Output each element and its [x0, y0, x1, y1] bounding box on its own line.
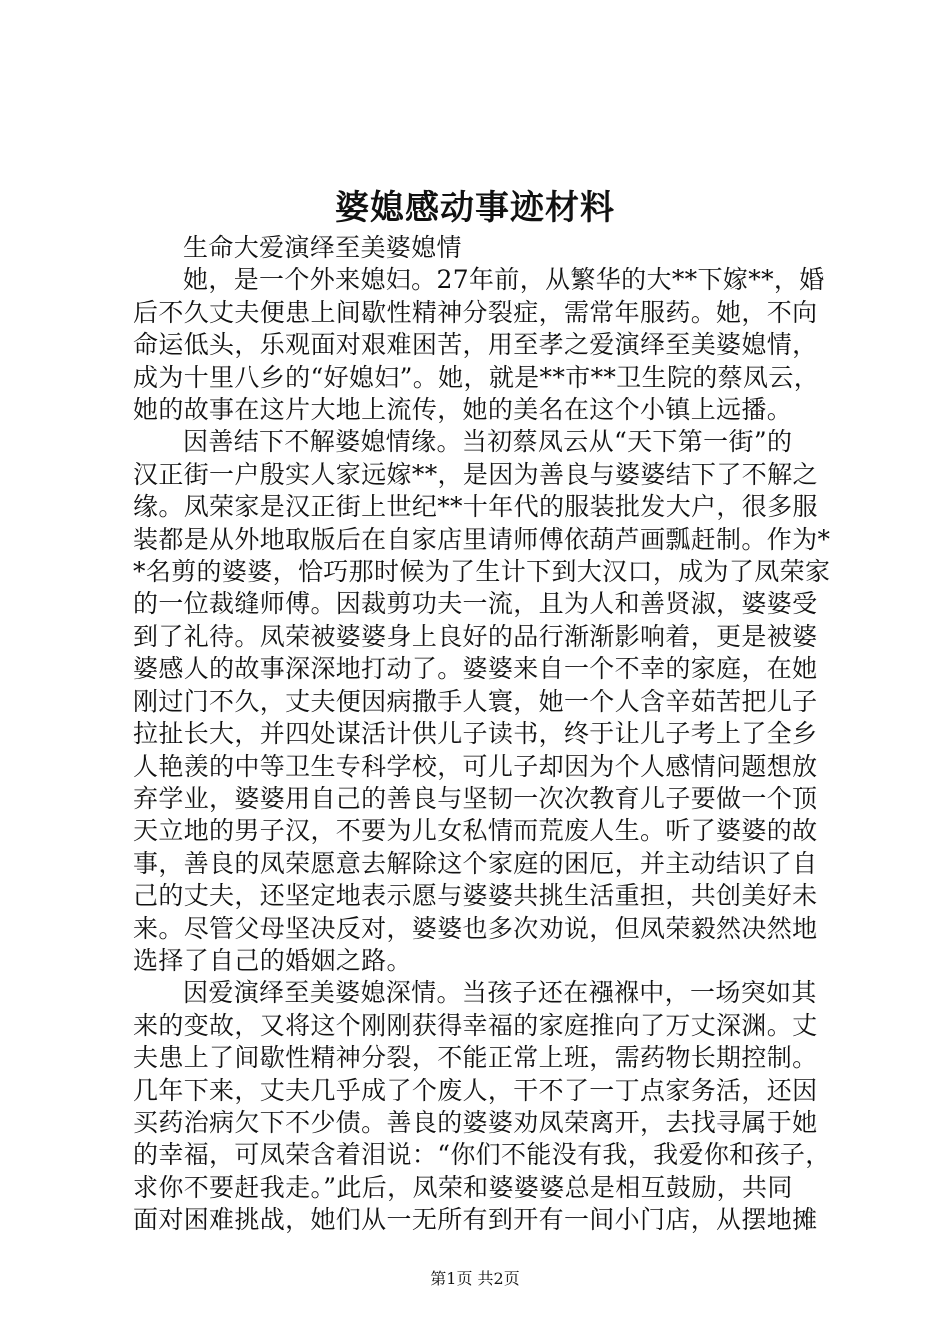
paragraph-line: 成为十里八乡的“好媳妇”。她，就是**市**卫生院的蔡凤云，	[133, 362, 820, 392]
paragraph-line: 命运低头，乐观面对艰难困苦，用至孝之爱演绎至美婆媳情，	[133, 330, 818, 360]
paragraph-line: 弃学业，婆婆用自己的善良与坚韧一次次教育儿子要做一个顶	[133, 783, 818, 813]
paragraph-line: 到了礼待。凤荣被婆婆身上良好的品行渐渐影响着，更是被婆	[133, 621, 818, 651]
paragraph-line: 求你不要赶我走。”此后，凤荣和婆婆婆总是相互鼓励，共同	[133, 1172, 793, 1202]
page-number-footer: 第1页 共2页	[430, 1269, 520, 1288]
paragraph-line: 后不久丈夫便患上间歇性精神分裂症，需常年服药。她，不向	[133, 297, 818, 327]
paragraph-line: 汉正街一户殷实人家远嫁**，是因为善良与婆婆结下了不解之	[133, 459, 818, 489]
paragraph-line: *名剪的婆婆，恰巧那时候为了生计下到大汉口，成为了凤荣家	[133, 557, 831, 587]
paragraph-line: 的幸福，可凤荣含着泪说：“你们不能没有我，我爱你和孩子，	[133, 1140, 831, 1170]
paragraph-line: 她的故事在这片大地上流传，她的美名在这个小镇上远播。	[133, 395, 793, 425]
paragraph-line: 己的丈夫，还坚定地表示愿与婆婆共挑生活重担，共创美好未	[133, 881, 818, 911]
paragraph-line: 装都是从外地取版后在自家店里请师傅依葫芦画瓢赶制。作为*	[133, 524, 831, 554]
paragraph-line: 刚过门不久，丈夫便因病撒手人寰，她一个人含辛茹苦把儿子	[133, 686, 818, 716]
paragraph-line: 选择了自己的婚姻之路。	[133, 945, 412, 975]
paragraph-line: 来。尽管父母坚决反对，婆婆也多次劝说，但凤荣毅然决然地	[133, 913, 818, 943]
paragraph-line: 夫患上了间歇性精神分裂，不能正常上班，需药物长期控制。	[133, 1043, 818, 1073]
paragraph-line: 事，善良的凤荣愿意去解除这个家庭的困厄，并主动结识了自	[133, 848, 818, 878]
paragraph-line: 几年下来，丈夫几乎成了个废人，干不了一丁点家务活，还因	[133, 1075, 818, 1105]
paragraph-line: 因爱演绎至美婆媳深情。当孩子还在襁褓中，一场突如其	[183, 978, 817, 1008]
paragraph-line: 买药治病欠下不少债。善良的婆婆劝凤荣离开，去找寻属于她	[133, 1107, 818, 1137]
paragraph-line: 天立地的男子汉，不要为儿女私情而荒废人生。听了婆婆的故	[133, 816, 818, 846]
paragraph-line: 她，是一个外来媳妇。27年前，从繁华的大**下嫁**，婚	[183, 265, 825, 295]
document-body	[133, 232, 833, 1237]
paragraph-line: 因善结下不解婆媳情缘。当初蔡凤云从“天下第一街”的	[183, 427, 793, 457]
paragraph-line: 人艳羡的中等卫生专科学校，可儿子却因为个人感情问题想放	[133, 751, 818, 781]
paragraph-line: 婆感人的故事深深地打动了。婆婆来自一个不幸的家庭，在她	[133, 654, 818, 684]
document-title: 婆媳感动事迹材料	[335, 188, 615, 228]
paragraph-line: 缘。凤荣家是汉正街上世纪**十年代的服装批发大户，很多服	[133, 492, 818, 522]
paragraph-line: 的一位裁缝师傅。因裁剪功夫一流，且为人和善贤淑，婆婆受	[133, 589, 818, 619]
subtitle-line: 生命大爱演绎至美婆媳情	[183, 233, 462, 262]
paragraph-line: 拉扯长大，并四处谋活计供儿子读书，终于让儿子考上了全乡	[133, 719, 818, 749]
paragraph-line: 面对困难挑战，她们从一无所有到开有一间小门店，从摆地摊	[133, 1205, 818, 1235]
paragraph-line: 来的变故，又将这个刚刚获得幸福的家庭推向了万丈深渊。丈	[133, 1010, 818, 1040]
